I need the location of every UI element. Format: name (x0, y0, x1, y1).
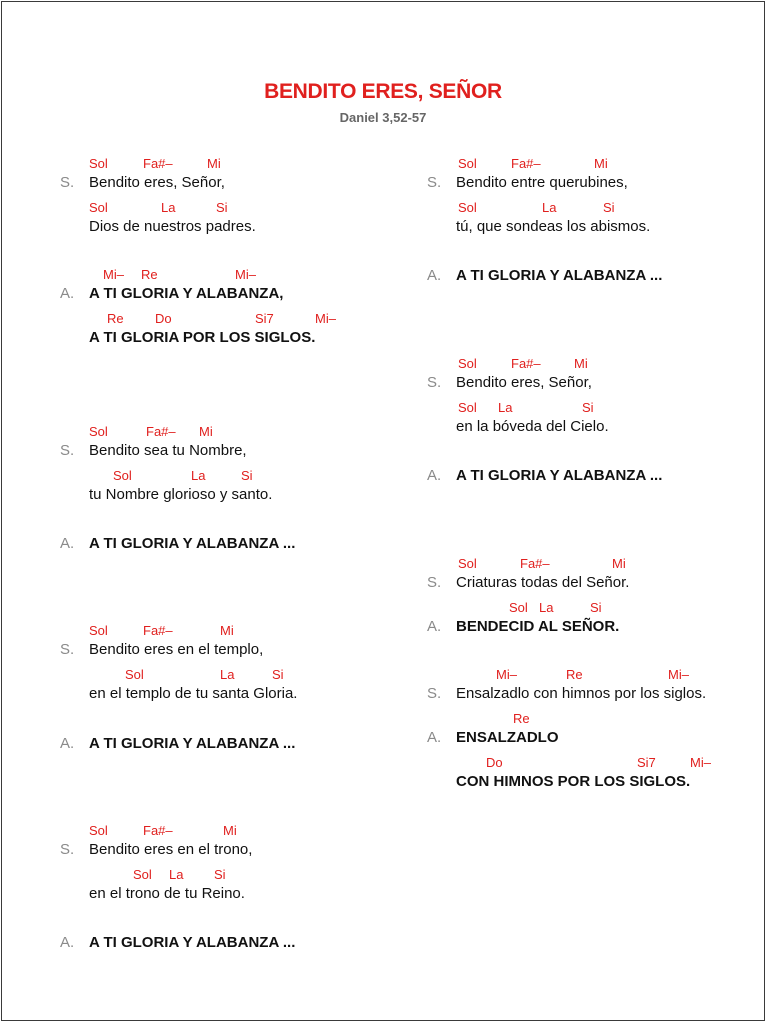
verse-block (60, 623, 429, 711)
chord: Sol (125, 667, 144, 682)
lyric-text: tu Nombre glorioso y santo. (89, 486, 273, 503)
lyric-text: Bendito eres en el trono, (89, 841, 253, 858)
chord-row (456, 400, 768, 418)
chord: Fa#– (511, 356, 541, 371)
lyric-line (60, 535, 429, 561)
chord-row (89, 424, 429, 442)
lyric-text: tú, que sondeas los abismos. (456, 218, 651, 235)
chord-row (456, 200, 768, 218)
chord: Sol (458, 156, 477, 171)
lyric-line (60, 735, 429, 761)
singer-label: S. (60, 442, 75, 459)
chord-row (89, 823, 429, 841)
chord: La (542, 200, 557, 215)
lyric-line (89, 486, 429, 512)
singer-label: S. (60, 174, 75, 191)
verse-block (427, 556, 768, 644)
chord: Fa#– (143, 623, 173, 638)
chord: Do (486, 755, 503, 770)
lyric-text: Bendito eres, Señor, (89, 174, 225, 191)
lyric-text: Criaturas todas del Señor. (456, 574, 630, 591)
chord: Mi (612, 556, 626, 571)
chord: Mi– (235, 267, 256, 282)
chord-row (456, 356, 768, 374)
chord: Mi– (668, 667, 689, 682)
chord-row (89, 267, 429, 285)
chord: Mi– (315, 311, 336, 326)
chord-row (456, 711, 768, 729)
chord: La (498, 400, 513, 415)
chord-row (89, 867, 429, 885)
lyric-line (456, 218, 768, 244)
chord: Si (272, 667, 284, 682)
verse-block (60, 424, 429, 512)
chord-row (89, 200, 429, 218)
lyric-text: en el templo de tu santa Gloria. (89, 685, 298, 702)
chord-row (89, 667, 429, 685)
lyric-line (427, 574, 768, 600)
lyric-text: Bendito sea tu Nombre, (89, 442, 247, 459)
chord: La (220, 667, 235, 682)
verse-block (60, 156, 429, 244)
song-sheet (1, 1, 765, 1021)
lyric-line (60, 841, 429, 867)
lyric-text: BENDECID AL SEÑOR. (456, 618, 620, 635)
chord: Mi– (103, 267, 124, 282)
verse-block (427, 356, 768, 444)
chord: Fa#– (146, 424, 176, 439)
chord: Sol (113, 468, 132, 483)
lyric-text: en la bóveda del Cielo. (456, 418, 609, 435)
chord: Re (107, 311, 124, 326)
chord: Mi (199, 424, 213, 439)
chord: Sol (89, 823, 108, 838)
lyric-text: A TI GLORIA Y ALABANZA ... (89, 934, 296, 951)
lyric-text: A TI GLORIA POR LOS SIGLOS. (89, 329, 316, 346)
chord-row (89, 311, 429, 329)
lyric-text: Dios de nuestros padres. (89, 218, 256, 235)
lyric-line (89, 218, 429, 244)
chord: Si (582, 400, 594, 415)
singer-label: A. (427, 267, 442, 284)
lyric-line (427, 729, 768, 755)
chord: Si (590, 600, 602, 615)
lyric-line (60, 641, 429, 667)
chord-row (89, 468, 429, 486)
lyric-line (427, 467, 768, 493)
chord: Si7 (637, 755, 656, 770)
chord: Si (241, 468, 253, 483)
lyric-line (60, 174, 429, 200)
chord: Sol (458, 400, 477, 415)
chord: Fa#– (143, 823, 173, 838)
song-title: BENDITO ERES, SEÑOR (264, 80, 502, 103)
singer-label: S. (427, 685, 442, 702)
chord: Mi– (690, 755, 711, 770)
chord: Sol (89, 623, 108, 638)
lyric-line (89, 685, 429, 711)
verse-block (60, 267, 429, 355)
lyric-line (427, 618, 768, 644)
lyric-line (456, 418, 768, 444)
verse-block (427, 467, 768, 493)
chord: Fa#– (511, 156, 541, 171)
chord: Fa#– (143, 156, 173, 171)
chord: Si (216, 200, 228, 215)
chord: Re (566, 667, 583, 682)
verse-block (60, 735, 429, 761)
chord: Mi (207, 156, 221, 171)
singer-label: A. (60, 735, 75, 752)
chord: Mi– (496, 667, 517, 682)
lyric-line (89, 329, 429, 355)
chord: Sol (89, 156, 108, 171)
verse-block (427, 156, 768, 244)
chord: Sol (509, 600, 528, 615)
lyric-text: A TI GLORIA Y ALABANZA ... (456, 267, 663, 284)
singer-label: S. (427, 174, 442, 191)
singer-label: S. (60, 641, 75, 658)
chord: Sol (133, 867, 152, 882)
chord: Re (513, 711, 530, 726)
chord: Sol (89, 424, 108, 439)
chord: La (161, 200, 176, 215)
lyric-line (456, 773, 768, 799)
chord: Mi (574, 356, 588, 371)
chord-row (456, 667, 768, 685)
singer-label: S. (427, 374, 442, 391)
lyric-text: Bendito entre querubines, (456, 174, 628, 191)
lyric-line (427, 685, 768, 711)
chord: Sol (458, 556, 477, 571)
lyric-line (60, 442, 429, 468)
chord-row (456, 600, 768, 618)
chord-row (456, 156, 768, 174)
chord: Si (603, 200, 615, 215)
chord-row (89, 156, 429, 174)
chord-row (89, 623, 429, 641)
singer-label: A. (60, 934, 75, 951)
lyric-line (60, 285, 429, 311)
chord: Sol (458, 356, 477, 371)
singer-label: A. (427, 729, 442, 746)
singer-label: S. (60, 841, 75, 858)
lyric-line (427, 374, 768, 400)
lyric-text: A TI GLORIA Y ALABANZA ... (89, 535, 296, 552)
lyric-text: A TI GLORIA Y ALABANZA ... (89, 735, 296, 752)
lyric-line (427, 174, 768, 200)
lyric-line (427, 267, 768, 293)
chord-row (456, 556, 768, 574)
chord: Do (155, 311, 172, 326)
chord: Mi (223, 823, 237, 838)
lyric-line (60, 934, 429, 960)
lyric-text: CON HIMNOS POR LOS SIGLOS. (456, 773, 691, 790)
verse-block (60, 535, 429, 561)
chord: La (191, 468, 206, 483)
verse-block (427, 267, 768, 293)
lyric-text: Bendito eres en el templo, (89, 641, 264, 658)
singer-label: A. (427, 467, 442, 484)
chord: Fa#– (520, 556, 550, 571)
chord: Si7 (255, 311, 274, 326)
lyric-text: Ensalzadlo con himnos por los siglos. (456, 685, 707, 702)
verse-block (427, 667, 768, 799)
lyric-text: A TI GLORIA Y ALABANZA ... (456, 467, 663, 484)
singer-label: S. (427, 574, 442, 591)
chord: Si (214, 867, 226, 882)
chord: Sol (89, 200, 108, 215)
lyric-text: A TI GLORIA Y ALABANZA, (89, 285, 284, 302)
chord: La (169, 867, 184, 882)
singer-label: A. (60, 285, 75, 302)
lyric-text: ENSALZADLO (456, 729, 559, 746)
verse-block (60, 934, 429, 960)
chord: La (539, 600, 554, 615)
chord-row (456, 755, 768, 773)
chord: Re (141, 267, 158, 282)
chord: Sol (458, 200, 477, 215)
chord: Mi (594, 156, 608, 171)
singer-label: A. (60, 535, 75, 552)
chord: Mi (220, 623, 234, 638)
lyric-line (89, 885, 429, 911)
lyric-text: en el trono de tu Reino. (89, 885, 245, 902)
lyric-text: Bendito eres, Señor, (456, 374, 592, 391)
singer-label: A. (427, 618, 442, 635)
song-reference: Daniel 3,52-57 (339, 110, 427, 125)
verse-block (60, 823, 429, 911)
